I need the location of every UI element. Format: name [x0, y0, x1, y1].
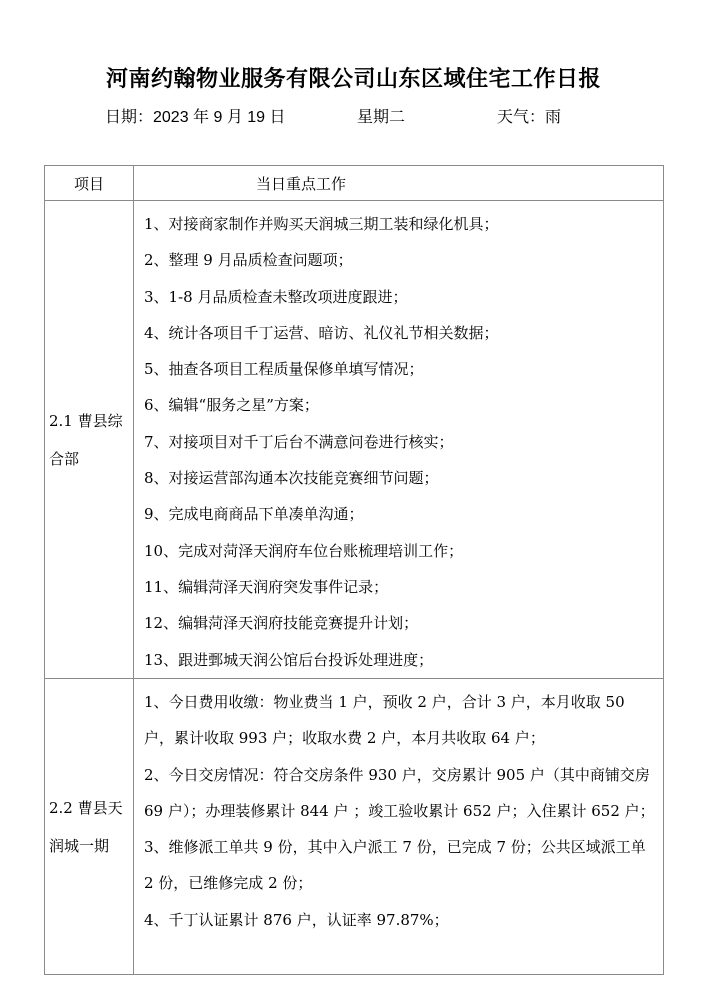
work-items-cell: [134, 201, 664, 679]
dateline: [0, 104, 707, 128]
page-title: 河南约翰物业服务有限公司山东区域住宅工作日报: [105, 66, 601, 91]
work-items-cell: [134, 679, 664, 975]
work-item: 7、对接项目对千丁后台不满意问卷进行核实；: [144, 432, 454, 451]
work-item: 1、今日费用收缴：物业费当 1 户，预收 2 户，合计 3 户，本月收取 50 户，累计收取 993 户；收取水费 2 户，本月共收取 64 户；: [144, 693, 625, 748]
date-label: 日期：2023 年 9 月 19 日: [105, 109, 286, 126]
work-item: 4、统计各项目千丁运营、暗访、礼仪礼节相关数据；: [144, 323, 499, 342]
work-item: 11、编辑菏泽天润府突发事件记录；: [144, 577, 389, 596]
table-row: [45, 201, 664, 679]
work-item: 12、编辑菏泽天润府技能竞赛提升计划；: [144, 614, 419, 633]
work-item: 8、对接运营部沟通本次技能竞赛细节问题；: [144, 469, 439, 488]
table-header-row: [45, 166, 664, 201]
work-item: 3、维修派工单共 9 份，其中入户派工 7 份，已完成 7 份；公共区域派工单 2 份，已维修完成 2 份；: [144, 838, 646, 893]
work-item: 1、对接商家制作并购买天润城三期工装和绿化机具；: [144, 215, 499, 233]
weather-label: 天气：雨: [497, 109, 562, 126]
work-item: 13、跟进鄄城天润公馆后台投诉处理进度；: [144, 650, 434, 669]
work-item: 3、1-8 月品质检查未整改项进度跟进；: [144, 287, 408, 306]
col-header-project: 项目: [45, 166, 134, 201]
work-item: 9、完成电商商品下单凑单沟通；: [144, 505, 364, 524]
daily-report-table: [44, 165, 664, 975]
work-item: 10、完成对菏泽天润府车位台账梳理培训工作；: [144, 541, 464, 560]
table-row: [45, 679, 664, 975]
col-header-work: 当日重点工作: [134, 166, 664, 201]
work-item: 4、千丁认证累计 876 户，认证率 97.87%；: [144, 910, 449, 929]
weekday-label: 星期二: [357, 109, 406, 126]
project-cell: 2.1 曹县综合部: [45, 201, 134, 679]
work-item: 2、整理 9 月品质检查问题项；: [144, 251, 353, 270]
project-cell: 2.2 曹县天润城一期: [45, 679, 134, 975]
work-item: 5、抽查各项目工程质量保修单填写情况；: [144, 360, 424, 379]
work-item: 2、今日交房情况：符合交房条件 930 户，交房累计 905 户（其中商铺交房 69 户）；办理装修累计 844 户 ；竣工验收累计 652 户；入住累计 652 户；: [144, 765, 655, 820]
work-item: 6、编辑“服务之星”方案；: [144, 396, 319, 415]
